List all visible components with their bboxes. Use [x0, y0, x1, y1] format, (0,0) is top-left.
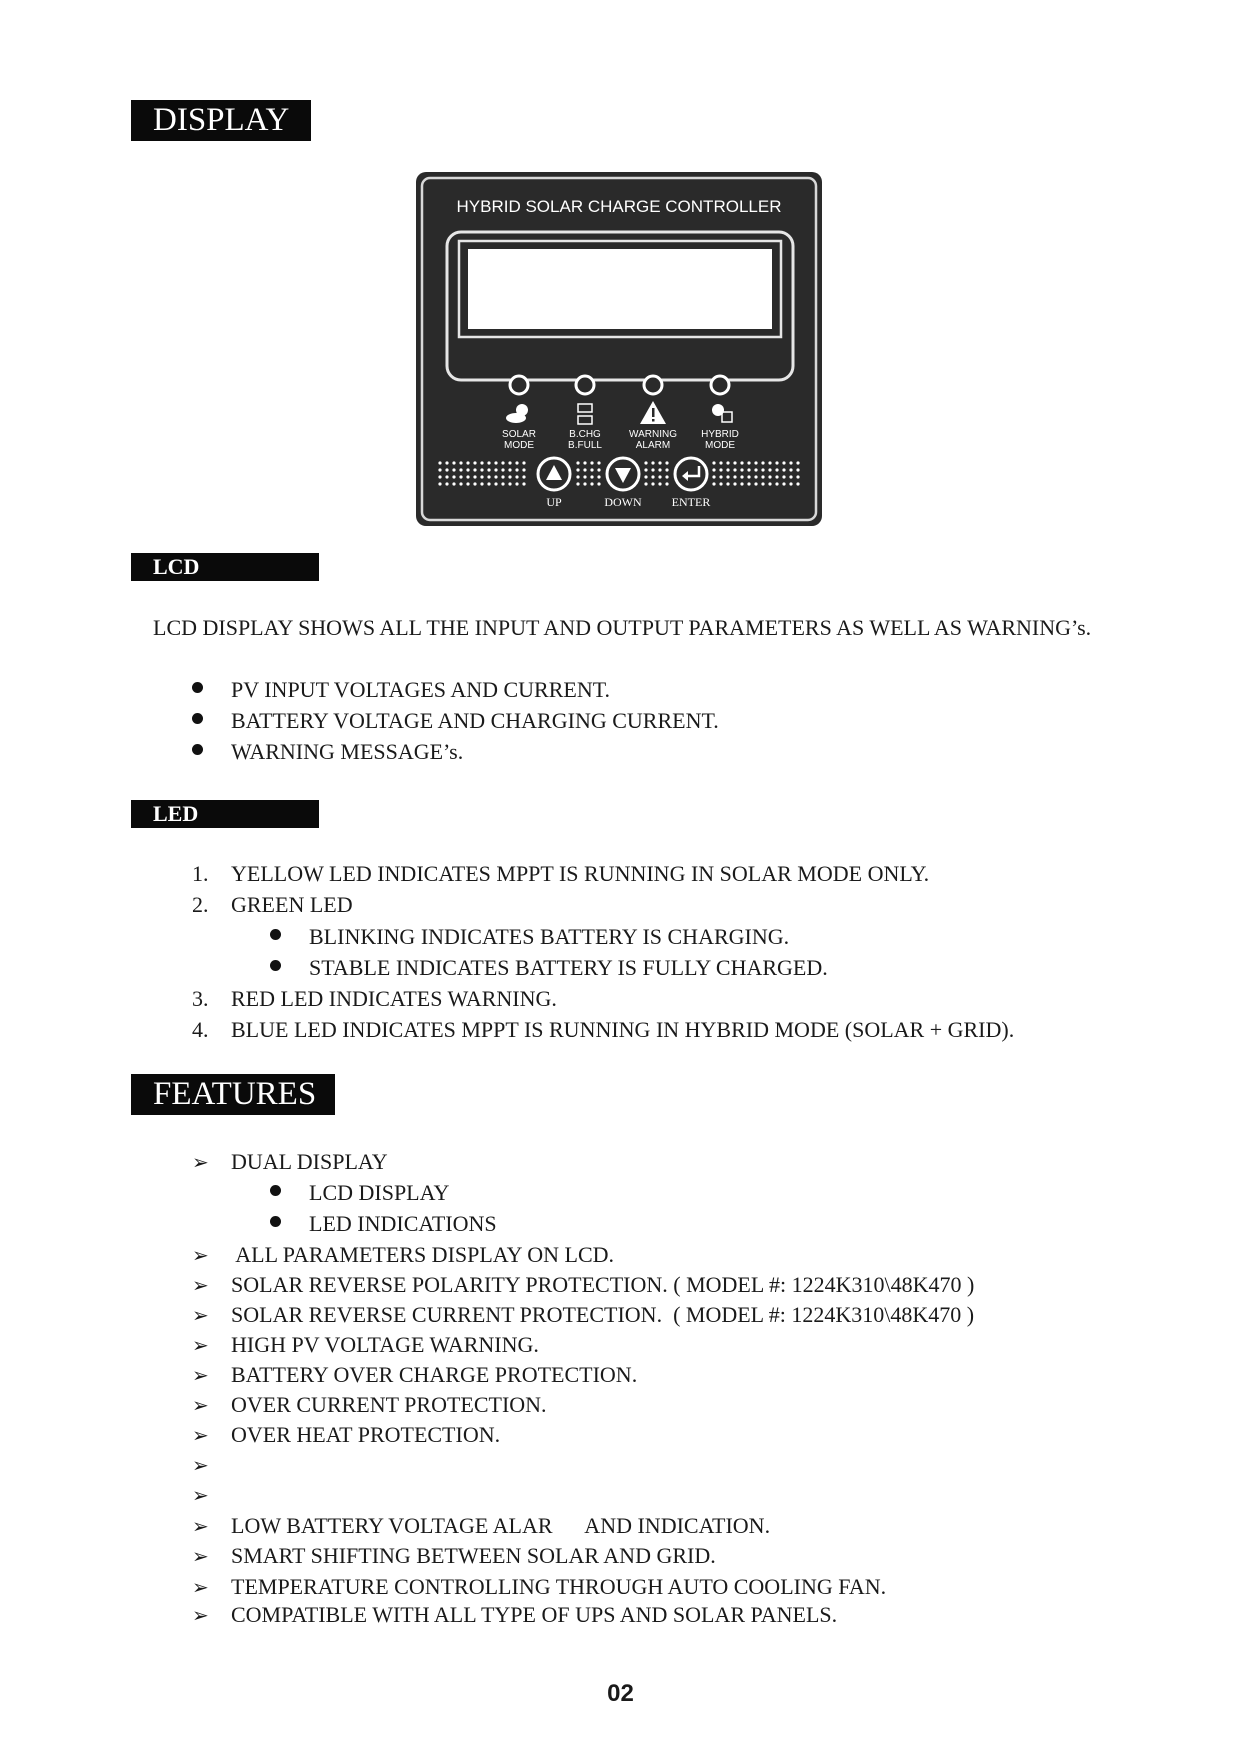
- hybrid-label-2: MODE: [705, 440, 735, 451]
- grille-dot: [712, 461, 715, 464]
- led-sub-item: STABLE INDICATES BATTERY IS FULLY CHARGED.: [309, 955, 828, 980]
- grille-dot: [438, 461, 441, 464]
- grille-dot: [754, 468, 757, 471]
- grille-dot: [644, 475, 647, 478]
- grille-dot: [789, 461, 792, 464]
- grille-dot: [494, 475, 497, 478]
- grille-dot: [726, 475, 729, 478]
- grille-dot: [487, 475, 490, 478]
- grille-dot: [665, 468, 668, 471]
- bullet-icon: [270, 1185, 281, 1196]
- led-item: YELLOW LED INDICATES MPPT IS RUNNING IN SOLAR MODE ONLY.: [231, 861, 930, 886]
- hybrid-label-1: HYBRID: [701, 429, 739, 440]
- enter-button: [675, 458, 707, 490]
- grille-dot: [445, 482, 448, 485]
- grille-dot: [583, 482, 586, 485]
- arrow-bullet-icon: ➢: [192, 1514, 209, 1538]
- grille-dot: [761, 482, 764, 485]
- arrow-bullet-icon: ➢: [192, 1363, 209, 1387]
- up-label: UP: [546, 495, 562, 509]
- grille-dot: [712, 475, 715, 478]
- bullet-icon: [192, 713, 203, 724]
- grille-dot: [501, 475, 504, 478]
- grille-dot: [644, 482, 647, 485]
- grille-dot: [597, 482, 600, 485]
- grille-dot: [768, 482, 771, 485]
- grille-dot: [782, 475, 785, 478]
- grille-dot: [719, 475, 722, 478]
- grille-dot: [747, 461, 750, 464]
- arrow-bullet-icon: ➢: [192, 1243, 209, 1267]
- grille-dot: [761, 475, 764, 478]
- arrow-bullet-icon: ➢: [192, 1423, 209, 1447]
- grille-dot: [583, 461, 586, 464]
- grille-dot: [775, 461, 778, 464]
- grille-dot: [494, 468, 497, 471]
- feature-item: BATTERY OVER CHARGE PROTECTION.: [231, 1362, 638, 1387]
- led-item: RED LED INDICATES WARNING.: [231, 986, 557, 1011]
- grille-dot: [480, 482, 483, 485]
- grille-dot: [796, 461, 799, 464]
- grille-dot: [590, 461, 593, 464]
- grille-dot: [473, 468, 476, 471]
- grille-dot: [480, 468, 483, 471]
- grille-dot: [726, 461, 729, 464]
- grille-dot: [597, 475, 600, 478]
- arrow-bullet-icon: ➢: [192, 1483, 209, 1507]
- led-display-heading: LED DISPLAY: [131, 800, 319, 828]
- grille-dot: [459, 461, 462, 464]
- display-heading: DISPLAY: [131, 100, 311, 141]
- grille-dot: [740, 468, 743, 471]
- grille-dot: [466, 468, 469, 471]
- grille-dot: [789, 482, 792, 485]
- arrow-bullet-icon: ➢: [192, 1273, 209, 1297]
- grille-dot: [768, 461, 771, 464]
- grille-dot: [775, 482, 778, 485]
- bullet-icon: [270, 929, 281, 940]
- warning-label-2: ALARM: [635, 440, 671, 451]
- grille-dot: [515, 482, 518, 485]
- grille-dot: [522, 482, 525, 485]
- led-item: GREEN LED: [231, 892, 353, 917]
- page-number: 02: [607, 1680, 634, 1707]
- controller-panel-image: [416, 172, 822, 526]
- grille-dot: [782, 461, 785, 464]
- grille-dot: [712, 482, 715, 485]
- grille-dot: [719, 468, 722, 471]
- feature-item: SOLAR REVERSE POLARITY PROTECTION. ( MODEL #: 1224K310\48K470 ): [231, 1272, 975, 1297]
- grille-dot: [590, 482, 593, 485]
- grille-dot: [480, 461, 483, 464]
- grille-dot: [508, 461, 511, 464]
- grille-dot: [658, 468, 661, 471]
- grille-dot: [726, 468, 729, 471]
- grille-dot: [466, 482, 469, 485]
- arrow-bullet-icon: ➢: [192, 1303, 209, 1327]
- grille-dot: [796, 468, 799, 471]
- grille-dot: [501, 461, 504, 464]
- grille-dot: [508, 482, 511, 485]
- lcd-display-heading: LCD DISPLAY: [131, 553, 319, 581]
- grille-dot: [761, 461, 764, 464]
- feature-item: LOW BATTERY VOLTAGE ALAR AND INDICATION.: [231, 1513, 771, 1538]
- grille-dot: [747, 482, 750, 485]
- led-item-number: 2.: [192, 892, 209, 917]
- grille-dot: [515, 475, 518, 478]
- lcd-item: WARNING MESSAGE’s.: [231, 739, 464, 764]
- grille-dot: [789, 475, 792, 478]
- grille-dot: [590, 468, 593, 471]
- grille-dot: [651, 468, 654, 471]
- grille-dot: [712, 468, 715, 471]
- arrow-bullet-icon: ➢: [192, 1150, 209, 1174]
- arrow-bullet-icon: ➢: [192, 1333, 209, 1357]
- led-item-number: 3.: [192, 986, 209, 1011]
- grille-dot: [651, 461, 654, 464]
- grille-dot: [651, 475, 654, 478]
- enter-label: ENTER: [671, 495, 711, 509]
- feature-item: DUAL DISPLAY: [231, 1149, 388, 1174]
- led-sub-item: BLINKING INDICATES BATTERY IS CHARGING.: [309, 924, 790, 949]
- grille-dot: [740, 482, 743, 485]
- grille-dot: [501, 482, 504, 485]
- grille-dot: [438, 482, 441, 485]
- grille-dot: [726, 482, 729, 485]
- grille-dot: [796, 482, 799, 485]
- grille-dot: [576, 468, 579, 471]
- grille-dot: [473, 461, 476, 464]
- feature-item: COMPATIBLE WITH ALL TYPE OF UPS AND SOLAR PANELS.: [231, 1602, 838, 1627]
- grille-dot: [747, 468, 750, 471]
- bullet-icon: [192, 682, 203, 693]
- grille-dot: [768, 475, 771, 478]
- grille-dot: [487, 461, 490, 464]
- grille-dot: [665, 461, 668, 464]
- feature-sub-item: LED INDICATIONS: [309, 1211, 497, 1236]
- grille-dot: [583, 475, 586, 478]
- grille-dot: [754, 461, 757, 464]
- grille-dot: [452, 461, 455, 464]
- grille-dot: [665, 482, 668, 485]
- arrow-bullet-icon: ➢: [192, 1453, 209, 1477]
- grille-dot: [438, 475, 441, 478]
- feature-item: TEMPERATURE CONTROLLING THROUGH AUTO COOLING FAN.: [231, 1574, 887, 1599]
- grille-dot: [583, 468, 586, 471]
- grille-dot: [665, 475, 668, 478]
- bullet-icon: [270, 1216, 281, 1227]
- feature-item: SOLAR REVERSE CURRENT PROTECTION. ( MODEL #: 1224K310\48K470 ): [231, 1302, 975, 1327]
- grille-dot: [473, 475, 476, 478]
- grille-dot: [719, 461, 722, 464]
- grille-dot: [733, 482, 736, 485]
- grille-dot: [452, 468, 455, 471]
- bchg-label-2: B.FULL: [568, 440, 602, 451]
- grille-dot: [796, 475, 799, 478]
- grille-dot: [651, 482, 654, 485]
- feature-sub-item: LCD DISPLAY: [309, 1180, 450, 1205]
- feature-item: ALL PARAMETERS DISPLAY ON LCD.: [231, 1242, 615, 1267]
- arrow-bullet-icon: ➢: [192, 1544, 209, 1568]
- feature-item: OVER HEAT PROTECTION.: [231, 1422, 501, 1447]
- grille-dot: [480, 475, 483, 478]
- grille-dot: [644, 461, 647, 464]
- grille-dot: [445, 475, 448, 478]
- lcd-intro-text: LCD DISPLAY SHOWS ALL THE INPUT AND OUTPUT PARAMETERS AS WELL AS WARNING’s.: [153, 615, 1092, 640]
- grille-dot: [466, 461, 469, 464]
- grille-dot: [473, 482, 476, 485]
- grille-dot: [487, 468, 490, 471]
- grille-dot: [508, 475, 511, 478]
- lcd-item: PV INPUT VOLTAGES AND CURRENT.: [231, 677, 611, 702]
- grille-dot: [501, 468, 504, 471]
- grille-dot: [740, 475, 743, 478]
- bullet-icon: [192, 744, 203, 755]
- led-item-number: 1.: [192, 861, 209, 886]
- grille-dot: [754, 475, 757, 478]
- grille-dot: [782, 468, 785, 471]
- grille-dot: [576, 482, 579, 485]
- grille-dot: [522, 461, 525, 464]
- arrow-bullet-icon: ➢: [192, 1575, 209, 1599]
- grille-dot: [719, 482, 722, 485]
- led-item: BLUE LED INDICATES MPPT IS RUNNING IN HYBRID MODE (SOLAR + GRID).: [231, 1017, 1015, 1042]
- grille-dot: [515, 461, 518, 464]
- grille-dot: [494, 461, 497, 464]
- grille-dot: [775, 475, 778, 478]
- panel-title: HYBRID SOLAR CHARGE CONTROLLER: [456, 197, 782, 216]
- grille-dot: [789, 468, 792, 471]
- grille-dot: [590, 475, 593, 478]
- grille-dot: [782, 482, 785, 485]
- grille-dot: [740, 461, 743, 464]
- grille-dot: [494, 482, 497, 485]
- warning-label-1: WARNING: [629, 429, 677, 440]
- grille-dot: [754, 482, 757, 485]
- grille-dot: [658, 461, 661, 464]
- grille-dot: [452, 475, 455, 478]
- feature-item: OVER CURRENT PROTECTION.: [231, 1392, 547, 1417]
- grille-dot: [576, 475, 579, 478]
- grille-dot: [445, 461, 448, 464]
- grille-dot: [445, 468, 448, 471]
- grille-dot: [522, 475, 525, 478]
- feature-item: SMART SHIFTING BETWEEN SOLAR AND GRID.: [231, 1543, 716, 1568]
- grille-dot: [597, 468, 600, 471]
- grille-dot: [658, 482, 661, 485]
- feature-item: HIGH PV VOLTAGE WARNING.: [231, 1332, 539, 1357]
- grille-dot: [733, 468, 736, 471]
- features-heading: FEATURES: [131, 1074, 335, 1115]
- arrow-bullet-icon: ➢: [192, 1393, 209, 1417]
- grille-dot: [733, 475, 736, 478]
- led-item-number: 4.: [192, 1017, 209, 1042]
- grille-dot: [658, 475, 661, 478]
- grille-dot: [515, 468, 518, 471]
- grille-dot: [775, 468, 778, 471]
- grille-dot: [733, 461, 736, 464]
- bchg-label-1: B.CHG: [569, 429, 601, 440]
- grille-dot: [459, 468, 462, 471]
- grille-dot: [761, 468, 764, 471]
- grille-dot: [508, 468, 511, 471]
- down-label: DOWN: [604, 495, 642, 509]
- grille-dot: [459, 482, 462, 485]
- grille-dot: [768, 468, 771, 471]
- grille-dot: [597, 461, 600, 464]
- grille-dot: [576, 461, 579, 464]
- grille-dot: [522, 468, 525, 471]
- grille-dot: [452, 482, 455, 485]
- lcd-item: BATTERY VOLTAGE AND CHARGING CURRENT.: [231, 708, 719, 733]
- solar-mode-label-2: MODE: [504, 440, 534, 451]
- bullet-icon: [270, 960, 281, 971]
- arrow-bullet-icon: ➢: [192, 1603, 209, 1627]
- grille-dot: [438, 468, 441, 471]
- grille-dot: [487, 482, 490, 485]
- grille-dot: [644, 468, 647, 471]
- grille-dot: [466, 475, 469, 478]
- solar-mode-label-1: SOLAR: [502, 429, 536, 440]
- grille-dot: [747, 475, 750, 478]
- grille-dot: [459, 475, 462, 478]
